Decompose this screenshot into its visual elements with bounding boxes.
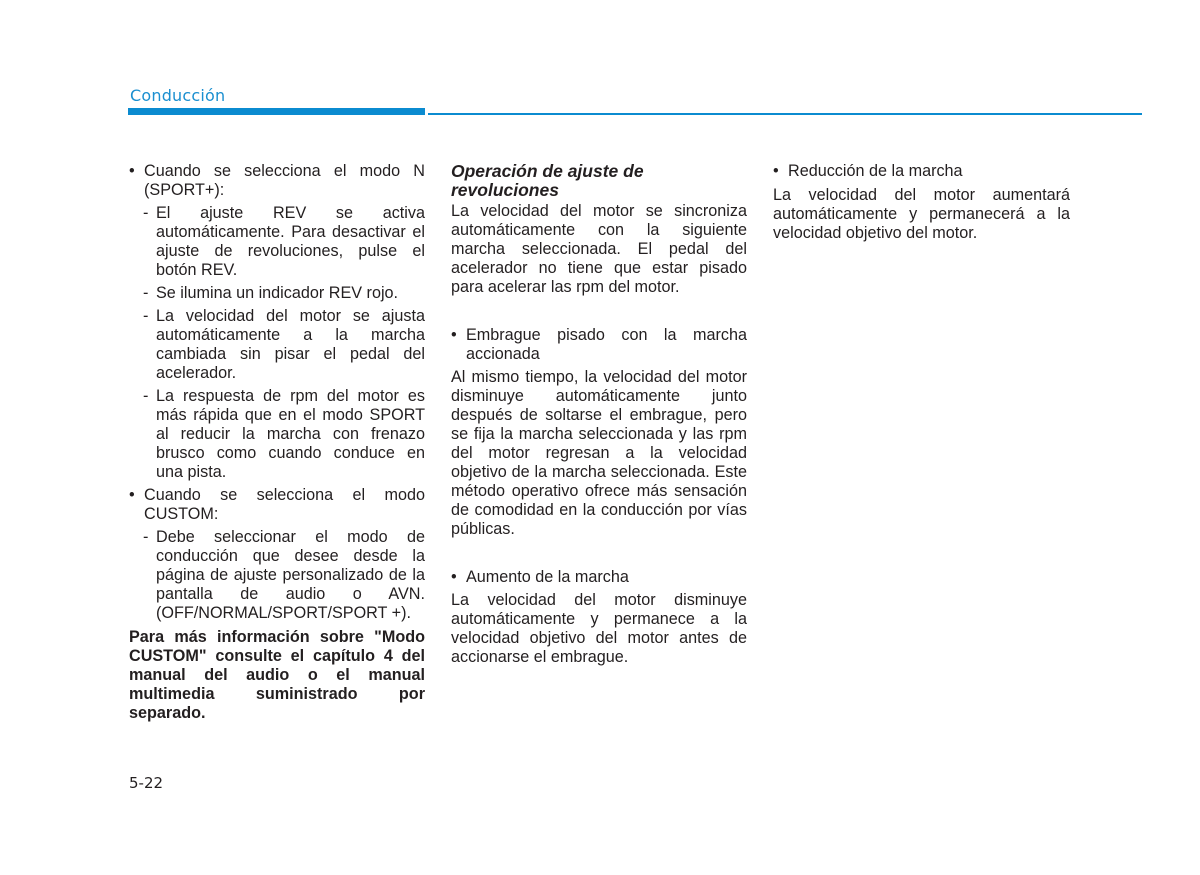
header-bar-thick <box>128 108 425 115</box>
bullet-text: Embrague pisado con la marcha accionada <box>466 326 747 363</box>
bullet-item <box>451 326 747 364</box>
bullet-item <box>773 162 1070 181</box>
column-left <box>129 162 425 723</box>
header-rule <box>428 113 1142 115</box>
paragraph: La velocidad del motor se sincroniza automáticamente con la siguiente marcha seleccionada. El pedal del acelerador no tiene que estar pisado para acelerar las rpm del motor. <box>451 202 747 296</box>
page-number: 5-22 <box>129 774 164 792</box>
dash-glyph: - <box>143 387 149 405</box>
bullet-glyph: • <box>451 568 457 586</box>
bullet-text: Cuando se selecciona el modo CUSTOM: <box>144 486 425 523</box>
dash-item <box>129 307 425 383</box>
custom-mode-note: Para más información sobre "Modo CUSTOM" consulte el capítulo 4 del manual del audio o el manual multimedia suministrado por separado. <box>129 628 425 722</box>
bullet-glyph: • <box>451 326 457 344</box>
bullet-item <box>451 568 747 587</box>
dash-text: El ajuste REV se activa automáticamente. Para desactivar el ajuste de revoluciones, pulse el botón REV. <box>156 204 425 279</box>
bullet-glyph: • <box>129 486 135 504</box>
dash-text: Debe seleccionar el modo de conducción que desee desde la página de ajuste personalizado de la pantalla de audio o AVN. (OFF/NORMAL/SPORT/SPORT +). <box>156 528 425 622</box>
dash-text: La respuesta de rpm del motor es más rápida que en el modo SPORT al reducir la marcha con frenazo brusco como cuando conduce en una pista. <box>156 387 425 481</box>
column-middle <box>451 162 747 667</box>
paragraph: La velocidad del motor disminuye automáticamente y permanece a la velocidad objetivo del motor antes de accionarse el embrague. <box>451 591 747 666</box>
bullet-text: Cuando se selecciona el modo N (SPORT+): <box>144 162 425 199</box>
bullet-glyph: • <box>129 162 135 180</box>
section-title: Conducción <box>130 86 226 105</box>
paragraph: Al mismo tiempo, la velocidad del motor disminuye automáticamente junto después de soltarse el embrague, pero se fija la marcha seleccionada y las rpm del motor regresan a la velocidad objetivo de la marcha seleccionada. Este método operativo ofrece más sensación de comodidad en la conducción por vías públicas. <box>451 368 747 538</box>
dash-item <box>129 528 425 623</box>
column-right <box>773 162 1070 243</box>
section-heading: Operación de ajuste de revoluciones <box>451 161 644 200</box>
paragraph: La velocidad del motor aumentará automáticamente y permanecerá a la velocidad objetivo del motor. <box>773 186 1070 242</box>
dash-glyph: - <box>143 307 149 325</box>
dash-text: La velocidad del motor se ajusta automáticamente a la marcha cambiada sin pisar el pedal del acelerador. <box>156 307 425 382</box>
bullet-glyph: • <box>773 162 779 180</box>
dash-glyph: - <box>143 284 149 302</box>
dash-glyph: - <box>143 528 149 546</box>
dash-item <box>129 284 425 303</box>
bullet-text: Aumento de la marcha <box>466 568 629 586</box>
bullet-text: Reducción de la marcha <box>788 162 963 180</box>
bullet-item <box>129 162 425 200</box>
bullet-item <box>129 486 425 524</box>
dash-glyph: - <box>143 204 149 222</box>
dash-item <box>129 204 425 280</box>
dash-text: Se ilumina un indicador REV rojo. <box>156 284 399 302</box>
dash-item <box>129 387 425 482</box>
